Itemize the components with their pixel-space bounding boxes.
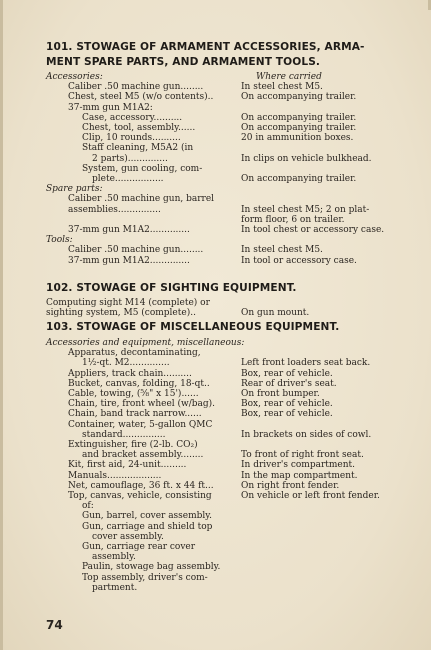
table-row [46,82,396,92]
item-label: of: [82,501,94,512]
item-label: Cable, towing, (⅝" x 15')...... [68,389,199,399]
item-location: Box, rear of vehicle. [241,409,333,420]
item-label: Net, camouflage, 36 ft. x 44 ft... [68,480,214,491]
item-location: On accompanying trailer. [241,174,357,184]
table-row [46,338,396,348]
table-row [46,379,396,389]
table-row [46,358,396,368]
table-row [46,225,396,235]
table-row [46,245,396,255]
item-label: 2 parts).............. [92,153,168,164]
table-row [46,389,396,399]
item-label: partment. [92,582,138,593]
item-location: In tool chest or accessory case. [241,225,385,235]
table-row [46,511,396,521]
table-row [46,440,396,450]
table-row [46,164,396,174]
table-row [46,532,396,542]
item-label: Paulin, stowage bag assembly. [82,562,221,573]
page-left-edge [0,0,3,650]
item-location: Box, rear of vehicle. [241,368,333,379]
item-label: Gun, carriage rear cover [82,542,196,552]
item-label: Top assembly, driver's com- [82,572,208,583]
table-row [46,103,396,113]
item-location: In brackets on sides of cowl. [241,429,372,440]
table-row [46,235,396,245]
item-location: Left front loaders seat back. [241,358,371,369]
table-row [46,542,396,552]
section-101-heading [46,40,396,70]
item-label: Manuals................... [68,470,162,481]
item-label: Chest, tool, assembly...... [82,123,196,133]
item-location: On vehicle or left front fender. [241,491,380,501]
item-label: Kit, first aid, 24-unit......... [68,460,187,471]
item-label: Apparatus, decontaminating, [68,348,201,359]
item-label: cover assembly. [92,531,164,542]
table-row [46,113,396,123]
item-location: To front of right front seat. [241,450,364,461]
item-location: In tool or accessory case. [241,255,357,266]
item-label: Extinguisher, fire (2-lb. CO₂) [68,440,198,450]
section-102-heading [46,281,396,296]
table-row [46,123,396,133]
item-label: Bucket, canvas, folding, 18-qt.. [68,378,210,389]
item-label: Chest, steel M5 (w/o contents).. [68,92,214,103]
section-103-heading [46,320,396,335]
item-location: In steel chest M5; 2 on plat- [241,204,370,215]
item-location: On accompanying trailer. [241,123,357,133]
section-101-title-line2: MENT SPARE PARTS, AND ARMAMENT TOOLS. [46,56,321,68]
table-row [46,450,396,460]
item-label: Accessories and equipment, miscellaneous: [46,338,245,348]
table-row [46,256,396,266]
item-label: plete................. [92,174,164,184]
table-row [46,298,396,308]
item-location: form floor, 6 on trailer. [241,214,345,225]
item-label: assembly. [92,552,136,563]
item-label: standard............... [82,429,166,440]
item-location: 20 in ammunition boxes. [241,133,354,144]
item-location: In clips on vehicle bulkhead. [241,153,372,164]
item-label: Tools: [46,235,73,246]
table-row [46,420,396,430]
item-label: 37-mm gun M1A2.............. [68,255,190,266]
item-label: Spare parts: [46,184,103,195]
table-row [46,174,396,184]
item-location: On right front fender. [241,480,340,491]
item-label: Case, accessory.......... [82,112,183,123]
item-label: 1½-qt. M2.............. [82,358,170,369]
item-label: Container, water, 5-gallon QMC [68,419,213,430]
table-row [46,154,396,164]
item-location: In the map compartment. [241,470,358,481]
item-location: In driver's compartment. [241,460,355,471]
item-label: Appliers, track chain.......... [68,368,192,379]
item-location: On front bumper. [241,389,320,399]
section-102-title: 102. STOWAGE OF SIGHTING EQUIPMENT. [46,282,297,294]
table-row [46,460,396,470]
table-row [46,583,396,593]
table-row [46,430,396,440]
section-103-title: 103. STOWAGE OF MISCELLANEOUS EQUIPMENT. [46,321,340,333]
item-location: On accompanying trailer. [241,92,357,103]
item-label: Caliber .50 machine gun........ [68,245,204,256]
item-label: Caliber .50 machine gun, barrel [68,194,215,205]
item-label: and bracket assembly........ [82,450,204,461]
item-location: Rear of driver's seat. [241,378,337,389]
table-row [46,205,396,215]
item-label: Chain, tire, front wheel (w/bag). [68,399,216,410]
table-row [46,143,396,153]
table-row [46,308,396,318]
item-label: sighting system, M5 (complete).. [46,308,196,319]
table-row [46,552,396,562]
item-label: Top, canvas, vehicle, consisting [68,491,212,501]
where-carried-header: Where carried [256,72,322,82]
table-row [46,72,396,82]
item-label: System, gun cooling, com- [82,163,203,174]
table-row [46,409,396,419]
table-row [46,522,396,532]
table-row [46,194,396,204]
item-location: In steel chest M5. [241,82,323,93]
item-location: Box, rear of vehicle. [241,399,333,410]
item-location: In steel chest M5. [241,245,323,256]
item-label: Gun, carriage and shield top [82,521,213,532]
table-row [46,562,396,572]
table-row [46,481,396,491]
table-row [46,348,396,358]
section-101-title-line1: 101. STOWAGE OF ARMAMENT ACCESSORIES, ARMA- [46,41,365,53]
item-label: Accessories: [46,72,103,82]
item-label: Gun, barrel, cover assembly. [82,511,213,522]
item-label: 37-mm gun M1A2.............. [68,225,190,235]
item-location: On accompanying trailer. [241,112,357,123]
table-row [46,573,396,583]
page-number: 74 [46,618,63,632]
table-row [46,215,396,225]
item-label: 37-mm gun M1A2: [68,102,153,113]
item-label: Staff cleaning, M5A2 (in [82,143,194,154]
table-row [46,501,396,511]
item-label: Chain, band track narrow...... [68,409,202,420]
table-row [46,369,396,379]
item-label: Computing sight M14 (complete) or [46,298,210,308]
table-row [46,184,396,194]
table-row [46,471,396,481]
table-row [46,133,396,143]
item-label: assemblies............... [68,204,161,215]
table-row [46,491,396,501]
table-row [46,92,396,102]
item-label: Caliber .50 machine gun........ [68,82,204,93]
item-label: Clip, 10 rounds.......... [82,133,181,144]
table-row [46,399,396,409]
item-location: On gun mount. [241,308,310,319]
